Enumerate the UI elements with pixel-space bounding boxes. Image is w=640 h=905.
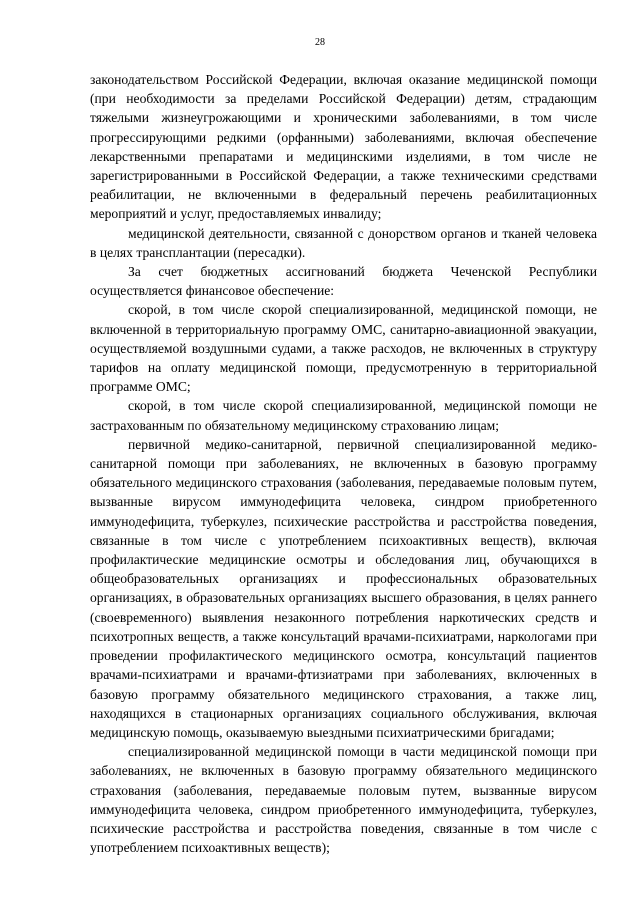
paragraph: специализированной медицинской помощи в части медицинской помощи при заболеваниях, не включенных в базовую программу обязательного медицинского страхования (заболевания, передаваемые половым путем, вызванные вирусом иммунодефицита человека, синдром приобретенного иммунодефицита, туберкулез, психические расстройства и расстройства поведения, связанные в том числе с употреблением психоактивных веществ);	[90, 744, 597, 856]
paragraph: медицинской деятельности, связанной с донорством органов и тканей человека в целях трансплантации (пересадки).	[90, 225, 597, 260]
paragraph: скорой, в том числе скорой специализированной, медицинской помощи не застрахованным по обязательному медицинскому страхованию лицам;	[90, 398, 597, 433]
paragraph: За счет бюджетных ассигнований бюджета Чеченской Республики осуществляется финансовое обеспечение:	[90, 264, 597, 299]
page-number: 28	[315, 37, 325, 48]
paragraph: скорой, в том числе скорой специализированной, медицинской помощи, не включенной в территориальную программу ОМС, санитарно-авиационной эвакуации, осуществляемой воздушными судами, а также расходов, не включенных в структуру тарифов на оплату медицинской помощи, предусмотренную в территориальной программе ОМС;	[90, 302, 597, 395]
document-body	[90, 70, 597, 857]
paragraph-continuation: законодательством Российской Федерации, включая оказание медицинской помощи (при необходимости за пределами Российской Федерации) детям, страдающим тяжелыми жизнеугрожающими и хроническими заболеваниями, в том числе прогрессирующими редкими (орфанными) заболеваниями, включая обеспечение лекарственными препаратами и медицинскими изделиями, в том числе не зарегистрированными в Российской Федерации, а также техническими средствами реабилитации, не включенными в федеральный перечень реабилитационных мероприятий и услуг, предоставляемых инвалиду;	[90, 72, 597, 222]
paragraph: первичной медико-санитарной, первичной специализированной медико-санитарной помощи при заболеваниях, не включенных в базовую программу обязательного медицинского страхования (заболевания, передаваемые половым путем, вызванные вирусом иммунодефицита человека, синдром приобретенного иммунодефицита, туберкулез, психические расстройства и расстройства поведения, связанные в том числе с употреблением психоактивных веществ), включая профилактические медицинские осмотры и обследования лиц, обучающихся в общеобразовательных организациях и профессиональных образовательных организациях, в образовательных организациях высшего образования, в целях раннего (своевременного) выявления незаконного потребления наркотических средств и психотропных веществ, а также консультаций врачами-психиатрами, наркологами при проведении профилактического медицинского осмотра, консультаций пациентов врачами-психиатрами и врачами-фтизиатрами при заболеваниях, включенных в базовую программу обязательного медицинского страхования, а также лиц, находящихся в стационарных организациях социального обслуживания, включая медицинскую помощь, оказываемую выездными психиатрическими бригадами;	[90, 436, 597, 740]
